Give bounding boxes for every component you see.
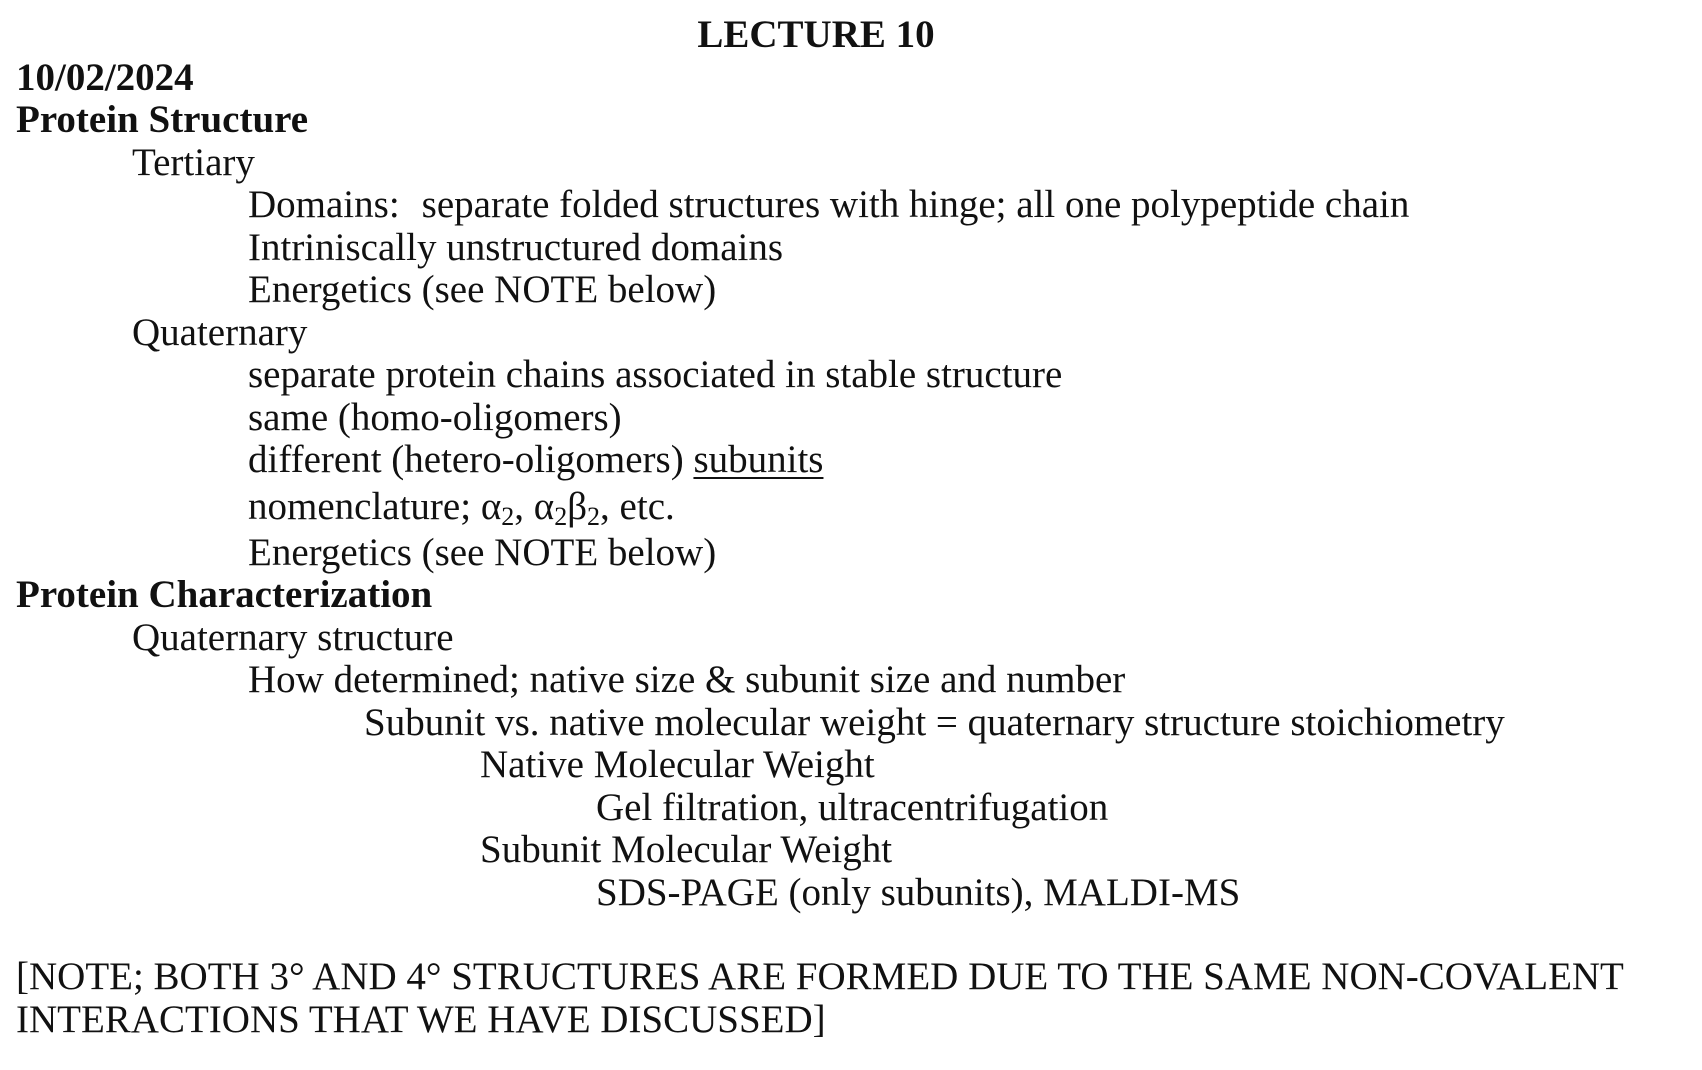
quaternary-energetics-line: Energetics (see NOTE below)	[248, 530, 717, 574]
native-mw-methods: Gel filtration, ultracentrifugation	[596, 785, 1109, 829]
comma-separator: ,	[514, 484, 534, 528]
subscript-2: 2	[587, 501, 601, 531]
quaternary-structure-label: Quaternary structure	[132, 615, 454, 659]
lecture-date: 10/02/2024	[16, 55, 194, 99]
tertiary-energetics-line: Energetics (see NOTE below)	[248, 268, 717, 311]
domains-label: Domains:	[248, 183, 400, 226]
beta-symbol: β	[567, 484, 588, 528]
etc-text: , etc.	[600, 484, 675, 528]
quaternary-line-3	[16, 439, 1696, 482]
note-line-2: INTERACTIONS THAT WE HAVE DISCUSSED]	[16, 997, 826, 1041]
alpha-symbol: α	[480, 484, 502, 528]
lecture-title: LECTURE 10	[697, 13, 935, 56]
domains-text: separate folded structures with hinge; all one polypeptide chain	[421, 183, 1410, 226]
quaternary-line-2: same (homo-oligomers)	[248, 395, 622, 439]
quaternary-line-3-prefix: different (hetero-oligomers)	[248, 438, 694, 481]
subunit-mw-label: Subunit Molecular Weight	[480, 828, 893, 871]
tertiary-label: Tertiary	[132, 140, 255, 184]
blank-line	[16, 914, 1696, 956]
section-heading-protein-characterization: Protein Characterization	[16, 573, 433, 616]
subscript-2: 2	[501, 501, 515, 531]
alpha-symbol: α	[533, 484, 555, 528]
subunit-vs-native-line: Subunit vs. native molecular weight = quaternary structure stoichiometry	[364, 700, 1505, 744]
lecture-document	[16, 14, 1696, 1041]
nomenclature-prefix: nomenclature;	[248, 484, 481, 528]
subunit-mw-methods: SDS-PAGE (only subunits), MALDI-MS	[596, 870, 1241, 914]
how-determined-line: How determined; native size & subunit size and number	[248, 658, 1126, 701]
subscript-2: 2	[554, 501, 568, 531]
nomenclature-line	[16, 482, 1696, 532]
subunits-underlined: subunits	[693, 438, 824, 481]
native-mw-label: Native Molecular Weight	[480, 743, 875, 786]
quaternary-line-1: separate protein chains associated in stable structure	[248, 353, 1063, 396]
domains-line	[16, 184, 1696, 227]
intrinsic-domains-line: Intriniscally unstructured domains	[248, 225, 784, 269]
quaternary-label: Quaternary	[132, 310, 308, 354]
section-heading-protein-structure: Protein Structure	[16, 98, 309, 141]
note-line-1: [NOTE; BOTH 3° AND 4° STRUCTURES ARE FORMED DUE TO THE SAME NON-COVALENT	[16, 955, 1624, 998]
